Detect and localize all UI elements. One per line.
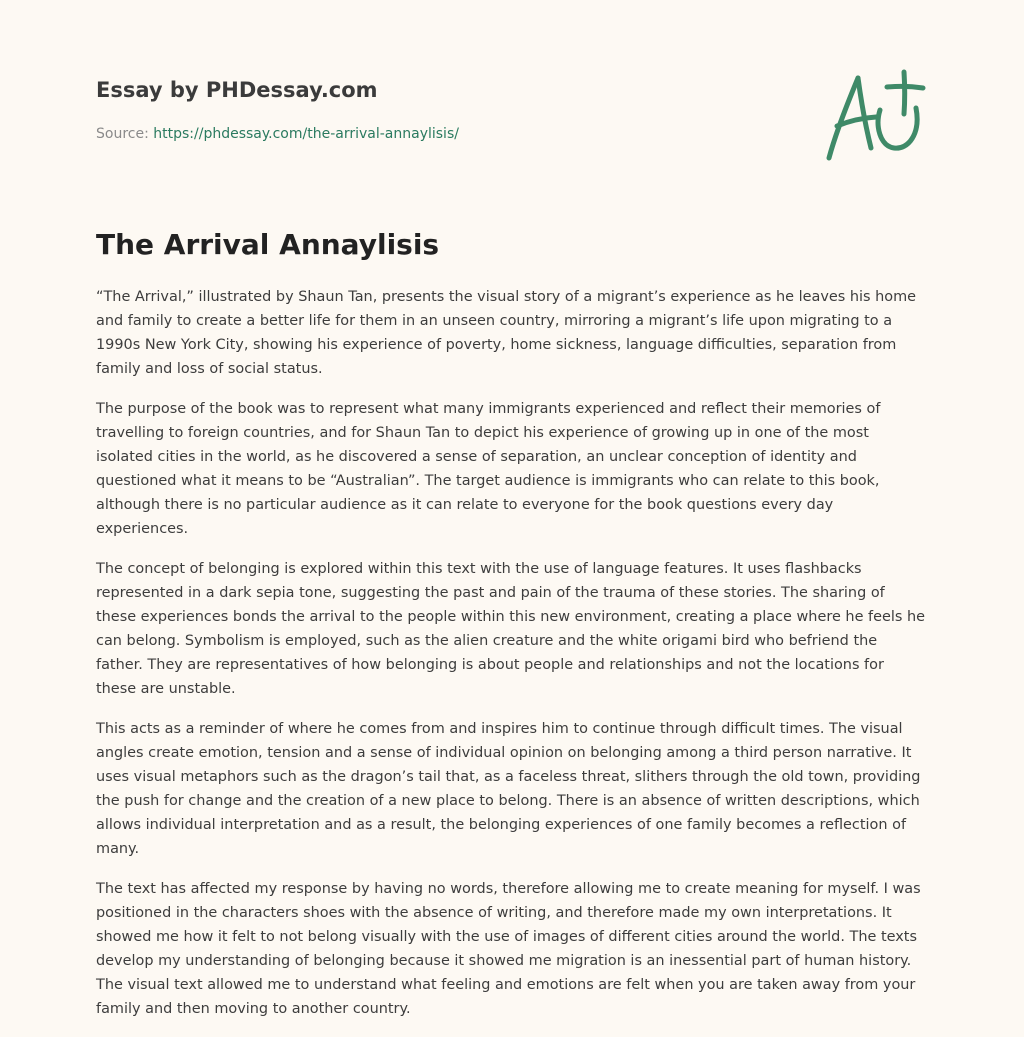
essay-body	[96, 285, 928, 1037]
source-link[interactable]: https://phdessay.com/the-arrival-annaylisis/	[153, 126, 459, 142]
source-label: Source:	[96, 126, 149, 142]
essay-title: The Arrival Annaylisis	[96, 228, 440, 261]
essay-header	[96, 76, 796, 144]
paragraph: This acts as a reminder of where he comes from and inspires him to continue through difficult times. The visual angles create emotion, tension and a sense of individual opinion on belonging among a third person narrative. It uses visual metaphors such as the dragon’s tail that, as a faceless threat, slithers through the old town, providing the push for change and the creation of a new place to belong. There is an absence of written descriptions, which allows individual interpretation and as a result, the belonging experiences of one family becomes a reflection of many.	[96, 721, 921, 857]
paragraph: “The Arrival,” illustrated by Shaun Tan, presents the visual story of a migrant’s experience as he leaves his home and family to create a better life for them in an unseen country, mirroring a migrant’s life upon migrating to a 1990s New York City, showing his experience of poverty, home sickness, language difficulties, separation from family and loss of social status.	[96, 289, 917, 377]
paragraph: The text has affected my response by having no words, therefore allowing me to create meaning for myself. I was positioned in the characters shoes with the absence of writing, and therefore made my own interpretations. It showed me how it felt to not belong visually with the use of images of different cities around the world. The texts develop my understanding of belonging because it showed me migration is an inessential part of human history. The visual text allowed me to understand what feeling and emotions are felt when you are taken away from your family and then moving to another country.	[96, 881, 921, 1017]
a-plus-icon	[820, 66, 928, 166]
paragraph: The concept of belonging is explored within this text with the use of language features. It uses flashbacks represented in a dark sepia tone, suggesting the past and pain of the trauma of these stories. The sharing of these experiences bonds the arrival to the people within this new environment, creating a place where he feels he can belong. Symbolism is employed, such as the alien creature and the white origami bird who befriend the father. They are representatives of how belonging is about people and relationships and not the locations for these are unstable.	[96, 561, 926, 697]
site-title: Essay by PHDessay.com	[96, 78, 378, 102]
paragraph: The purpose of the book was to represent what many immigrants experienced and reflect their memories of travelling to foreign countries, and for Shaun Tan to depict his experience of growing up in one of the most isolated cities in the world, as he discovered a sense of separation, an unclear conception of identity and questioned what it means to be “Australian”. The target audience is immigrants who can relate to this book, although there is no particular audience as it can relate to everyone for the book questions every day experiences.	[96, 401, 881, 537]
source-line	[96, 124, 796, 144]
